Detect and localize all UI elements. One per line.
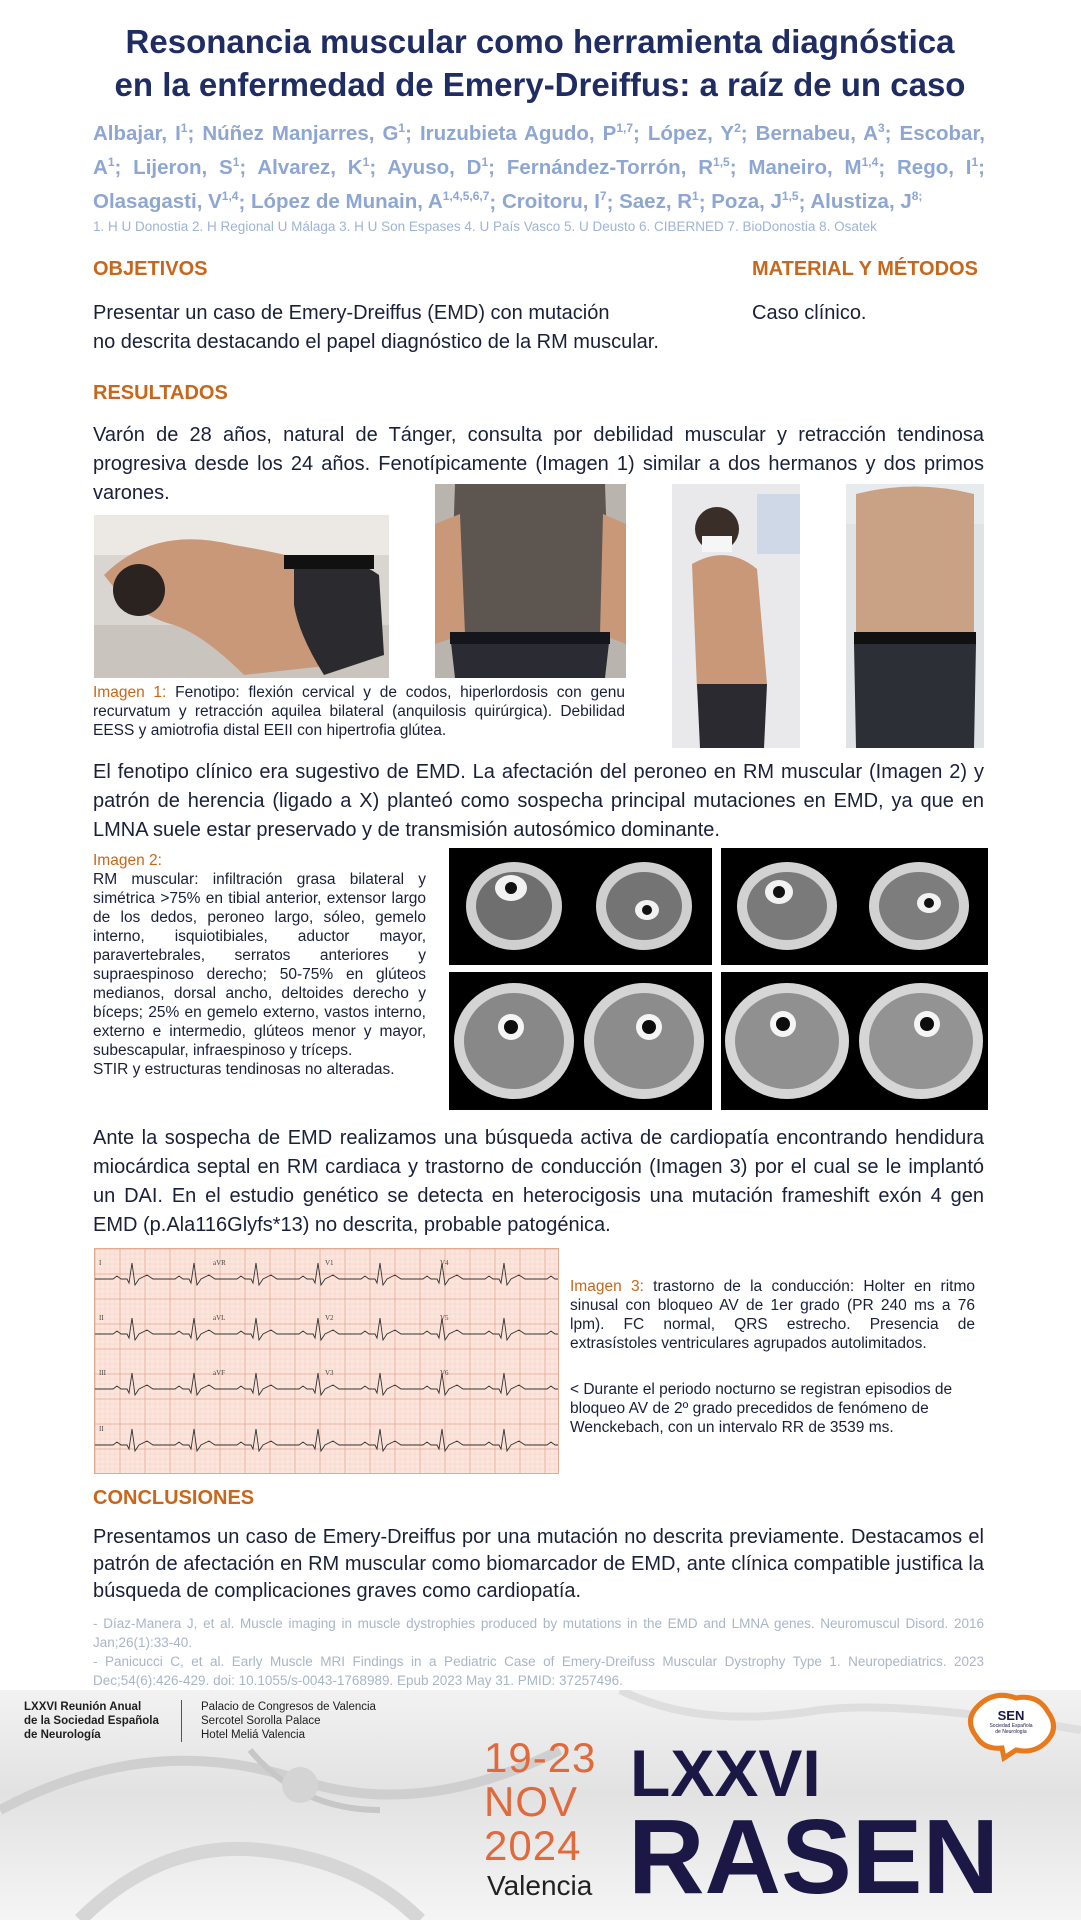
phenotype-photo-4 [846, 484, 984, 748]
logo-subtitle-1: Sociedad Española [989, 1723, 1033, 1729]
metodos-heading: MATERIAL Y MÉTODOS [752, 258, 978, 280]
author [387, 156, 488, 179]
author-name: Escobar, A [93, 121, 985, 180]
author-name: Maneiro, M [748, 156, 862, 180]
author [133, 156, 239, 179]
imagen2-label: Imagen 2: [93, 852, 162, 869]
author-list: Albajar, $I^1$; Núñez Manjarres, $G^1$; Iruzubieta Agudo, P$^{1,7}$; López, $Y^2$; Bernabeu, $A^3$; Escobar, $A^1$; Lijeron, $S^1$; Alvarez, $K^1$; Ayuso, $D^1$; Fernández-Torrón, R$^{1,5}$; Maneiro, M$^{1,4}$; Rego, $I^1$; Olasagasti, V$^{1,4}$; López de Munain, A$^{1,4,5,6,7}$; Croitoru, $I^7$; Saez, $R^1$; Poza, J$^{1,5}$; Alustiza, $J^{8;}$ [93, 121, 985, 214]
ecg-holter-image [94, 1248, 559, 1474]
author [897, 156, 978, 179]
objetivos-line-2: no descrita destacando el papel diagnóstico de la RM muscular. [93, 331, 659, 353]
ecg-lead-label: II [99, 1314, 104, 1322]
dates-days: 19-23 [484, 1734, 597, 1781]
author [748, 156, 878, 179]
ecg-lead-label: aVR [213, 1259, 226, 1267]
ecg-trace [95, 1429, 558, 1451]
references [93, 1614, 984, 1690]
author-name: Croitoru, I [501, 190, 600, 214]
author-affiliation-number: 1 [692, 189, 699, 204]
objetivos-text [93, 299, 733, 357]
ecg-lead-label: V4 [440, 1259, 449, 1267]
imagen2-caption [93, 851, 426, 1079]
author-affiliation-number: 2 [734, 121, 741, 135]
author-name: Alustiza, J [810, 190, 912, 214]
imagen2-caption-text: RM muscular: infiltración grasa bilateral y simétrica >75% en tibial anterior, extensor largo de los dedos, peroneo largo, sóleo, gemelo interno, isquiotibiales, aductor mayor, paravertebrales, serratos anteriores y supraespinoso derecho; 50-75% en glúteos medianos, dorsal ancho, deltoides derecho y bíceps; 25% en gemelo externo, vastos interno, externo e intermedio, glúteos menor y mayor, subescapular, infraespinoso y tríceps. [93, 871, 426, 1059]
meeting-name [24, 1700, 159, 1742]
congress-number: LXXVI [630, 1736, 821, 1810]
congress-acronym: RASEN [628, 1798, 1000, 1916]
resultados-paragraph-3: Ante la sospecha de EMD realizamos una búsqueda activa de cardiopatía encontrando hendidura miocárdica septal en RM cardiaca y trastorno de conducción (Imagen 3) por el cual se le implantó un DAI. En el estudio genético se detecta en heterocigosis una mutación frameshift exón 4 gen EMD (p.Ala116Glyfs*13) no descrita, probable patogénica. [93, 1127, 984, 1236]
author-affiliation-number: 1,5 [781, 189, 799, 204]
ecg-lead-label: V2 [325, 1314, 334, 1322]
venue-line-3: Hotel Meliá Valencia [201, 1729, 305, 1741]
conclusiones-text: Presentamos un caso de Emery-Dreiffus por una mutación no descrita previamente. Destacamos el patrón de afectación en RM muscular como biomarcador de EMD, ante clínica compatible justifica la búsqueda de complicaciones graves como cardiopatía. [93, 1526, 984, 1602]
author [257, 156, 369, 179]
author [756, 122, 885, 145]
ecg-lead-label: V3 [325, 1369, 334, 1377]
poster-title [80, 20, 1000, 106]
venue-list [201, 1700, 376, 1742]
ecg-lead-label: II [99, 1425, 104, 1433]
reference-2: - Panicucci C, et al. Early Muscle MRI Findings in a Pediatric Case of Emery-Dreifuss Muscular Dystrophy Type 1. Neuropediatrics. 2023 Dec;54(6):426-429. doi: 10.1055/s-0043-1768989. Epub 2023 May 31. PMID: 37257496. [93, 1654, 984, 1688]
author-name: Saez, R [619, 190, 693, 214]
author [93, 122, 187, 145]
resultados-paragraph-2: El fenotipo clínico era sugestivo de EMD. La afectación del peroneo en RM muscular (Imagen 2) y patrón de herencia (ligado a X) planteó como sospecha principal mutaciones en EMD, ya que en LMNA suele estar preservado y de transmisión autosómico dominante. [93, 761, 984, 841]
ecg-lead-label: V1 [325, 1259, 334, 1267]
author-affiliation-number: 7 [599, 189, 607, 204]
author-affiliation-number: 1 [481, 155, 489, 170]
author-affiliation-number: 1,4 [861, 155, 879, 170]
imagen3-caption-text: trastorno de la conducción: Holter en ritmo sinusal con bloqueo AV de 1er grado (PR 240 ms a 76 lpm). FC normal, QRS estrecho. Presencia de extrasístoles ventriculares agrupados autolimitados. [570, 1278, 976, 1352]
phenotype-photo-1 [94, 515, 389, 678]
author-affiliation-number: 1,4,5,6,7 [442, 189, 490, 204]
author [251, 190, 489, 213]
author [711, 190, 798, 213]
imagen3-nocturnal-note: < Durante el periodo nocturno se registran episodios de bloqueo AV de 2º grado precedidos de fenómeno de Wenckebach, con un intervalo RR de 3539 ms. [570, 1381, 953, 1436]
logo-subtitle-2: de Neurología [995, 1729, 1027, 1735]
venue-line-1: Palacio de Congresos de Valencia [201, 1701, 376, 1713]
title-line-1: Resonancia muscular como herramienta diagnóstica [125, 23, 955, 60]
dates-year: 2024 [484, 1822, 582, 1869]
venue-line-2: Sercotel Sorolla Palace [201, 1715, 321, 1727]
metodos-text: Caso clínico. [752, 302, 867, 324]
imagen3-caption [570, 1277, 975, 1353]
author [810, 190, 922, 213]
logo-text: SEN [997, 1708, 1025, 1723]
imagen1-caption-text: Fenotipo: flexión cervical y de codos, hiperlordosis con genu recurvatum y retracción aquilea bilateral (anquilosis quirúrgica). Debilidad EESS y amiotrofia distal EEII con hipertrofia glútea. [93, 684, 625, 739]
meeting-line-2: de la Sociedad Española [24, 1715, 159, 1727]
mri-panel-4 [721, 972, 988, 1110]
congress-dates [484, 1736, 596, 1868]
resultados-heading: RESULTADOS [93, 382, 228, 404]
author [648, 122, 741, 145]
author [420, 122, 633, 145]
congress-city: Valencia [487, 1870, 593, 1901]
imagen2-caption-stir: STIR y estructuras tendinosas no alteradas. [93, 1061, 395, 1078]
ecg-lead-label: aVF [213, 1369, 226, 1377]
author-name: López de Munain, A [250, 190, 443, 214]
mri-panel-2 [721, 848, 988, 965]
objetivos-heading: OBJETIVOS [93, 258, 208, 280]
author-affiliation-number: 1,7 [616, 121, 633, 135]
author-name: Lijeron, S [133, 156, 233, 180]
author-affiliation-number: 1 [398, 121, 406, 135]
author-name: Albajar, I [93, 121, 181, 145]
author-name: Ayuso, D [387, 156, 482, 180]
imagen1-caption [93, 683, 625, 740]
ecg-lead-label: III [99, 1369, 106, 1377]
author-name: Iruzubieta Agudo, P [419, 121, 617, 145]
imagen3-label: Imagen 3: [570, 1278, 644, 1295]
imagen1-label: Imagen 1: [93, 684, 167, 701]
author [619, 190, 699, 213]
author-name: Bernabeu, A [755, 121, 878, 145]
author [93, 190, 238, 213]
author-name: Alvarez, K [257, 156, 363, 180]
banner-divider [181, 1700, 182, 1742]
author-name: Poza, J [711, 190, 782, 214]
author-affiliation-number: 1,4 [221, 189, 239, 204]
meeting-line-1: LXXVI Reunión Anual [24, 1701, 142, 1713]
ecg-lead-label: V6 [440, 1369, 449, 1377]
logo-subtitle [964, 1723, 1058, 1735]
reference-1: - Díaz-Manera J, et al. Muscle imaging in muscle dystrophies produced by mutations in the EMD and LMNA genes. Neuromuscul Disord. 2016 Jan;26(1):33-40. [93, 1616, 984, 1650]
author-name: Rego, I [896, 156, 972, 180]
author [507, 156, 730, 179]
author [502, 190, 607, 213]
meeting-line-3: de Neurología [24, 1729, 101, 1741]
mri-panel-3 [449, 972, 712, 1110]
author-affiliation-number: 8; [911, 189, 923, 204]
author-affiliation-number: 1,5 [713, 155, 730, 170]
affiliations: 1. H U Donostia 2. H Regional U Málaga 3. H U Son Espases 4. U País Vasco 5. U Deusto 6. CIBERNED 7. BioDonostia 8. Osatek [93, 219, 877, 234]
author-affiliation-number: 1 [180, 121, 188, 135]
ecg-lead-label: V5 [440, 1314, 449, 1322]
dates-month: NOV [484, 1778, 579, 1825]
ecg-lead-label: I [99, 1259, 102, 1267]
objetivos-line-1: Presentar un caso de Emery-Dreiffus (EMD) con mutación [93, 302, 610, 324]
author-name: Olasagasti, V [93, 190, 222, 214]
conclusiones-heading: CONCLUSIONES [93, 1487, 255, 1509]
author-name: López, Y [647, 121, 735, 145]
author-affiliation-number: 1 [107, 155, 115, 170]
author-affiliation-number: 1 [362, 155, 370, 170]
resultados-paragraph-1: Varón de 28 años, natural de Tánger, consulta por debilidad muscular y retracción tendinosa progresiva desde los 24 años. Fenotípicamente (Imagen 1) similar a dos hermanos y dos primos varones. [93, 424, 984, 504]
author-name: Fernández-Torrón, R [506, 156, 714, 180]
sen-logo [964, 1692, 1058, 1762]
author-affiliation-number: 1 [232, 155, 240, 170]
mri-panel-1 [449, 848, 712, 965]
ecg-lead-label: aVL [213, 1314, 226, 1322]
title-line-2: en la enfermedad de Emery-Dreiffus: a raíz de un caso [114, 66, 966, 103]
phenotype-photo-3 [672, 484, 800, 748]
author [202, 122, 405, 145]
author-name: Núñez Manjarres, G [202, 121, 399, 145]
author-affiliation-number: 1 [971, 155, 979, 170]
congress-banner [0, 1690, 1081, 1920]
phenotype-photo-2 [435, 484, 626, 678]
author-affiliation-number: 3 [877, 121, 885, 135]
